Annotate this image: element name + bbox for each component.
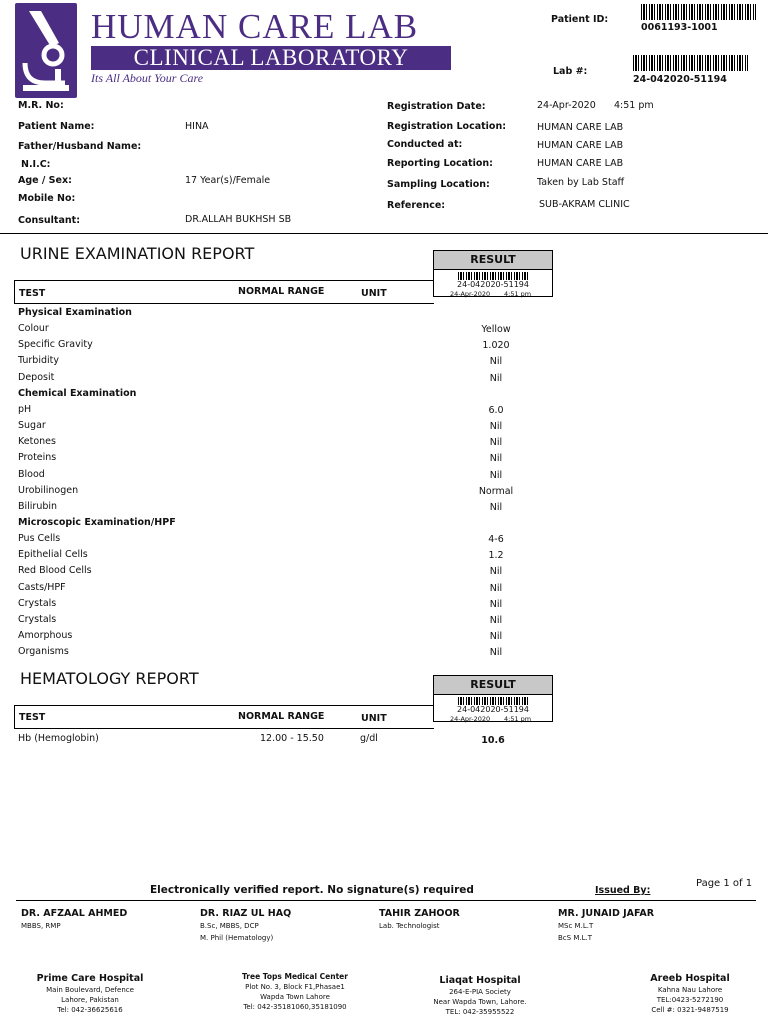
hospital-card <box>630 973 750 1014</box>
patient-id-barcode <box>641 4 756 20</box>
test-result: Nil <box>489 356 503 367</box>
doctor-name: TAHIR ZAHOOR <box>379 908 460 919</box>
hb-unit: g/dl <box>360 733 378 744</box>
sampling: Taken by Lab Staff <box>537 177 625 188</box>
hospital-phone: TEL:0423-5272190 <box>656 996 724 1004</box>
hospital-name: Areeb Hospital <box>650 973 730 984</box>
consultant-label: Consultant: <box>18 215 80 226</box>
hospital-name: Tree Tops Medical Center <box>242 972 348 981</box>
urine-result-header: RESULT <box>433 250 553 270</box>
test-result: Normal <box>478 486 514 497</box>
test-result: Nil <box>489 615 503 626</box>
result-date: 24-Apr-2020 <box>450 290 491 298</box>
test-name: Organisms <box>18 646 69 657</box>
col-normal-range: NORMAL RANGE <box>238 711 325 722</box>
result-barcode <box>458 272 528 280</box>
hematology-table-header <box>14 705 434 729</box>
hospital-phone: Cell #: 0321-9487519 <box>651 1006 729 1014</box>
lab-no-label: Lab #: <box>553 66 588 77</box>
tagline: Its All About Your Care <box>91 71 204 85</box>
test-name: Amorphous <box>18 630 73 641</box>
hb-range: 12.00 - 15.50 <box>260 733 324 744</box>
test-name: Crystals <box>18 614 57 625</box>
reference-label: Reference: <box>387 200 446 211</box>
header-divider <box>0 233 768 234</box>
hospital-card <box>215 972 375 1011</box>
hospital-name: Prime Care Hospital <box>36 973 144 984</box>
doctor-qualification: BcS M.L.T <box>558 934 592 942</box>
reporting-label: Reporting Location: <box>387 158 493 169</box>
test-result: 1.2 <box>488 550 504 561</box>
patient-id-label: Patient ID: <box>551 14 609 25</box>
sampling-label: Sampling Location: <box>387 179 490 190</box>
patient-name-label: Patient Name: <box>18 121 95 132</box>
reg-time: 4:51 pm <box>614 100 654 111</box>
test-name: Colour <box>18 323 49 334</box>
hematology-title: HEMATOLOGY REPORT <box>20 669 199 688</box>
conducted-label: Conducted at: <box>387 139 463 150</box>
test-name: Urobilinogen <box>18 485 79 496</box>
col-normal-range: NORMAL RANGE <box>238 286 325 297</box>
hematology-result-header: RESULT <box>433 675 553 695</box>
lab-subtitle: CLINICAL LABORATORY <box>91 46 451 70</box>
reporting: HUMAN CARE LAB <box>537 158 624 169</box>
hospital-address: Near Wapda Town, Lahore. <box>433 998 527 1006</box>
hospital-phone: TEL: 042-35955522 <box>445 1008 515 1016</box>
lab-no-barcode <box>633 55 748 71</box>
issued-by: Issued By: <box>595 885 651 896</box>
hospital-address: Wapda Town Lahore <box>260 993 330 1001</box>
section-heading: Chemical Examination <box>18 388 137 399</box>
test-name: Deposit <box>18 372 55 383</box>
nic-label: N.I.C: <box>21 159 51 170</box>
test-name: Casts/HPF <box>18 582 66 593</box>
test-result: Nil <box>489 421 503 432</box>
hospital-phone: Tel: 042-36625616 <box>57 1006 123 1014</box>
hospital-address: 264-E-PIA Society <box>449 988 511 996</box>
reg-date: 24-Apr-2020 <box>537 100 596 111</box>
doctor-qualification: B.Sc, MBBS, DCP <box>200 922 259 930</box>
test-name: Specific Gravity <box>18 339 93 350</box>
hospital-address: Main Boulevard, Defence <box>46 986 134 994</box>
test-result: Nil <box>489 566 503 577</box>
doctor-name: MR. JUNAID JAFAR <box>558 908 655 919</box>
result-time: 4:51 pm <box>504 715 532 723</box>
age-label: Age / Sex: <box>18 175 72 186</box>
test-result: 4-6 <box>488 534 504 545</box>
col-unit: UNIT <box>361 288 387 299</box>
urine-table-header <box>14 280 434 304</box>
result-time: 4:51 pm <box>504 290 532 298</box>
test-result: Yellow <box>481 324 511 335</box>
reference: SUB-AKRAM CLINIC <box>539 199 630 210</box>
doctor-qualification: MBBS, RMP <box>21 922 61 930</box>
hospital-phone: Tel: 042-35181060,35181090 <box>243 1003 347 1011</box>
test-result: Nil <box>489 453 503 464</box>
test-result: Nil <box>489 373 503 384</box>
test-result: Nil <box>489 502 503 513</box>
age-sex: 17 Year(s)/Female <box>185 175 271 186</box>
test-name: Sugar <box>18 420 46 431</box>
page-number: Page 1 of 1 <box>696 878 753 889</box>
test-name: Pus Cells <box>18 533 61 544</box>
result-date: 24-Apr-2020 <box>450 715 491 723</box>
test-result: Nil <box>489 437 503 448</box>
test-result: Nil <box>489 631 503 642</box>
hospital-card <box>410 975 550 1016</box>
lab-no: 24-042020-51194 <box>633 74 727 85</box>
doctor-qualification: MSc M.L.T <box>558 922 594 930</box>
test-result: Nil <box>489 647 503 658</box>
conducted: HUMAN CARE LAB <box>537 140 624 151</box>
hematology-result-box <box>433 694 553 722</box>
hospital-address: Plot No. 3, Block F1,Phasae1 <box>245 983 345 991</box>
result-id: 24-042020-51194 <box>457 280 529 289</box>
reg-date-label: Registration Date: <box>387 101 486 112</box>
hospital-address: Lahore, Pakistan <box>61 996 119 1004</box>
test-name: Bilirubin <box>18 501 58 512</box>
microscope-icon <box>15 3 77 98</box>
col-test: TEST <box>19 288 46 299</box>
father-label: Father/Husband Name: <box>18 141 142 152</box>
patient-name: HINA <box>185 121 209 132</box>
test-name: Ketones <box>18 436 56 447</box>
urine-result-box <box>433 269 553 297</box>
test-name: Red Blood Cells <box>18 565 92 576</box>
hb-value: 10.6 <box>481 735 505 746</box>
section-heading: Physical Examination <box>18 307 132 318</box>
hospital-card <box>20 973 160 1014</box>
test-result: Nil <box>489 470 503 481</box>
hospital-name: Liaqat Hospital <box>439 975 521 986</box>
result-id: 24-042020-51194 <box>457 705 529 714</box>
verified-note: Electronically verified report. No signature(s) required <box>150 884 474 896</box>
doctor-qualification: M. Phil (Hematology) <box>200 934 274 942</box>
lab-logo <box>15 3 77 98</box>
test-name: Proteins <box>18 452 57 463</box>
test-name: pH <box>18 404 32 415</box>
test-result: Nil <box>489 583 503 594</box>
test-result: 1.020 <box>482 340 510 351</box>
patient-id: 0061193-1001 <box>641 22 718 33</box>
mobile-label: Mobile No: <box>18 193 76 204</box>
result-barcode <box>458 697 528 705</box>
hospital-address: Kahna Nau Lahore <box>657 986 723 994</box>
consultant: DR.ALLAH BUKHSH SB <box>185 214 292 225</box>
hb-label: Hb (Hemoglobin) <box>18 733 99 744</box>
doctor-name: DR. AFZAAL AHMED <box>21 908 128 919</box>
test-name: Turbidity <box>18 355 59 366</box>
test-name: Blood <box>18 469 45 480</box>
footer-divider <box>16 900 756 901</box>
reg-loc-label: Registration Location: <box>387 121 507 132</box>
test-name: Epithelial Cells <box>18 549 88 560</box>
doctor-qualification: Lab. Technologist <box>379 922 440 930</box>
mr-label: M.R. No: <box>18 100 64 111</box>
reg-loc: HUMAN CARE LAB <box>537 122 624 133</box>
col-test: TEST <box>19 712 46 723</box>
test-result: Nil <box>489 599 503 610</box>
test-result: 6.0 <box>488 405 504 416</box>
section-heading: Microscopic Examination/HPF <box>18 517 176 528</box>
doctor-name: DR. RIAZ UL HAQ <box>200 908 292 919</box>
urine-title: URINE EXAMINATION REPORT <box>20 244 255 263</box>
col-unit: UNIT <box>361 713 387 724</box>
test-name: Crystals <box>18 598 57 609</box>
lab-name: HUMAN CARE LAB <box>91 7 419 46</box>
